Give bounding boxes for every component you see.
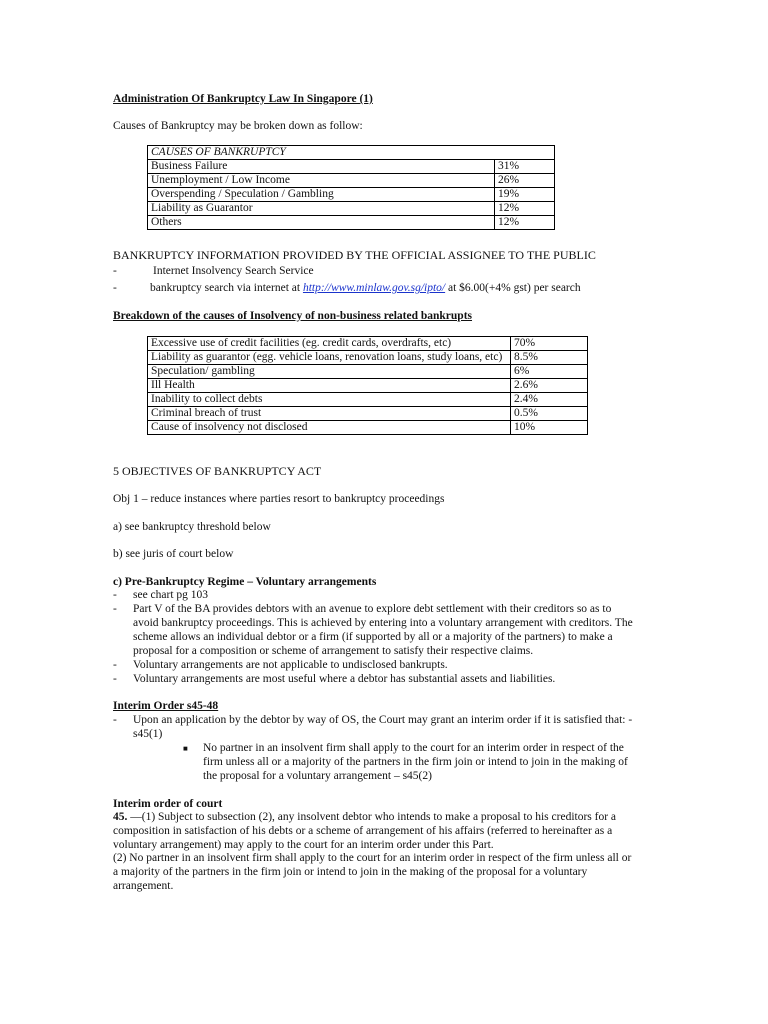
table-row	[148, 407, 588, 421]
table-cell-value: 12%	[495, 202, 555, 216]
table-row	[148, 216, 555, 230]
dash-bullet: -	[113, 603, 117, 615]
table-cell-value: 2.4%	[511, 393, 588, 407]
table-cell-label: Liability as guarantor (egg. vehicle loans, renovation loans, study loans, etc)	[148, 351, 511, 365]
list-item: Voluntary arrangements are most useful where a debtor has substantial assets and liabilities.	[133, 673, 556, 685]
table-cell-value: 0.5%	[511, 407, 588, 421]
table-cell-label: Cause of insolvency not disclosed	[148, 421, 511, 435]
table-cell-value: 8.5%	[511, 351, 588, 365]
table-row	[148, 393, 588, 407]
sub-list-item: No partner in an insolvent firm shall apply to the court for an interim order in respect of the firm unless all or a majority of the partners in the firm join or intend to join in the making of the proposal for a voluntary arrangement – s45(2)	[203, 742, 628, 782]
table-row	[148, 337, 588, 351]
section-number: 45.	[113, 811, 131, 823]
table-cell-label: Criminal breach of trust	[148, 407, 511, 421]
dash-bullet: -	[113, 673, 117, 685]
breakdown-table	[147, 336, 588, 435]
square-bullet-icon: ■	[183, 744, 188, 753]
table-row	[148, 421, 588, 435]
dash-bullet: -	[113, 265, 117, 277]
interim-court-heading: Interim order of court	[113, 798, 223, 810]
table-cell-label: Business Failure	[148, 160, 495, 174]
list-item: Upon an application by the debtor by way of OS, the Court may grant an interim order if it is satisfied that: - s45(1)	[133, 714, 633, 740]
table-row	[148, 351, 588, 365]
minlaw-link[interactable]: http://www.minlaw.gov.sg/ipto/	[302, 282, 446, 294]
dash-bullet: -	[113, 589, 117, 601]
objective-a: a) see bankruptcy threshold below	[113, 521, 271, 533]
table-cell-value: 26%	[495, 174, 555, 188]
para-1-text: —(1) Subject to subsection (2), any insolvent debtor who intends to make a proposal to his creditors for a composition in satisfaction of his debts or a scheme of arrangement of his affairs (referred to hereinafter as a voluntary arrangement) may apply to the court for an interim order under this Part.	[113, 811, 617, 851]
causes-table	[147, 145, 555, 230]
page-title: Administration Of Bankruptcy Law In Singapore (1)	[113, 93, 373, 105]
table-row	[148, 379, 588, 393]
table-cell-value: 31%	[495, 160, 555, 174]
table-cell-label: Speculation/ gambling	[148, 365, 511, 379]
table-cell-label: Others	[148, 216, 495, 230]
info-item-search-url	[150, 281, 581, 295]
table-row	[148, 202, 555, 216]
section-45-para-2: (2) No partner in an insolvent firm shall apply to the court for an interim order in respect of the firm unless all or a majority of the partners in the firm join or intend to join in the making of the proposal for a voluntary arrangement.	[113, 852, 632, 892]
info-item-post: at $6.00(+4% gst) per search	[445, 282, 581, 294]
table-row	[148, 160, 555, 174]
dash-bullet: -	[113, 659, 117, 671]
table-row	[148, 188, 555, 202]
dash-bullet: -	[113, 714, 117, 726]
table-cell-value: 70%	[511, 337, 588, 351]
info-item-pre: bankruptcy search via internet at	[150, 282, 303, 294]
list-item: Part V of the BA provides debtors with an avenue to explore debt settlement with their creditors so as to avoid bankruptcy proceedings. This is achieved by entering into a voluntary arrangement with creditors. The scheme allows an individual debtor or a firm (if supported by all or a majority of the partners) to make a proposal for a composition or scheme of arrangement to satisfy their respective claims.	[133, 603, 633, 657]
table-cell-value: 6%	[511, 365, 588, 379]
dash-bullet: -	[113, 282, 117, 294]
table-cell-label: Inability to collect debts	[148, 393, 511, 407]
table-cell-label: Ill Health	[148, 379, 511, 393]
section-45-para-1	[113, 810, 633, 852]
intro-text: Causes of Bankruptcy may be broken down as follow:	[113, 120, 363, 132]
table-cell-value: 10%	[511, 421, 588, 435]
breakdown-heading: Breakdown of the causes of Insolvency of non-business related bankrupts	[113, 310, 473, 322]
list-item: see chart pg 103	[133, 589, 209, 601]
info-heading: BANKRUPTCY INFORMATION PROVIDED BY THE OFFICIAL ASSIGNEE TO THE PUBLIC	[113, 248, 596, 262]
objectives-heading: 5 OBJECTIVES OF BANKRUPTCY ACT	[113, 464, 322, 478]
list-item: Voluntary arrangements are not applicable to undisclosed bankrupts.	[133, 659, 448, 671]
table-cell-label: Unemployment / Low Income	[148, 174, 495, 188]
interim-order-heading: Interim Order s45-48	[113, 700, 219, 712]
table-row	[148, 174, 555, 188]
table-cell-label: Excessive use of credit facilities (eg. credit cards, overdrafts, etc)	[148, 337, 511, 351]
table-cell-label: Liability as Guarantor	[148, 202, 495, 216]
info-item-search-service: Internet Insolvency Search Service	[153, 265, 314, 277]
table-cell-label: Overspending / Speculation / Gambling	[148, 188, 495, 202]
table-cell-value: 12%	[495, 216, 555, 230]
table-row	[148, 365, 588, 379]
table-header-row	[148, 146, 555, 160]
table-header: CAUSES OF BANKRUPTCY	[148, 146, 555, 160]
objective-b: b) see juris of court below	[113, 548, 234, 560]
table-cell-value: 2.6%	[511, 379, 588, 393]
table-cell-value: 19%	[495, 188, 555, 202]
section-c-heading: c) Pre-Bankruptcy Regime – Voluntary arrangements	[113, 576, 377, 588]
objective-1: Obj 1 – reduce instances where parties resort to bankruptcy proceedings	[113, 493, 445, 505]
